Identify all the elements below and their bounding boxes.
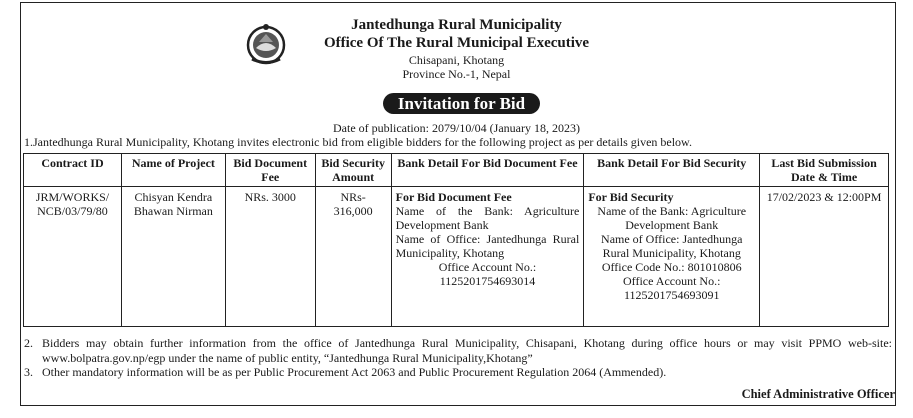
- bank-doc-office: Name of Office: Jantedhunga Rural Municipality, Khotang: [395, 232, 580, 260]
- col-contract-id: Contract ID: [24, 154, 122, 187]
- notes: [24, 336, 892, 380]
- col-bank-security: Bank Detail For Bid Security: [584, 154, 760, 187]
- bank-doc-account: Office Account No.: 1125201754693014: [438, 260, 537, 288]
- bank-doc-bank: Name of the Bank: Agriculture Development Bank: [395, 204, 580, 232]
- note-text: Bidders may obtain further information from the office of Jantedhunga Rural Municipality, Chisapani, Khotang during office hours or may visit PPMO web-site: www.bolpatra.gov.np/egp under the name of public entity, “Jantedhunga Rural Municipality,Khotang”: [42, 336, 892, 365]
- cell-doc-fee: NRs. 3000: [225, 187, 315, 327]
- note-number: 3.: [24, 365, 33, 379]
- list-item: [24, 365, 892, 380]
- bank-security-account: Office Account No.: 1125201754693091: [623, 274, 721, 302]
- bank-security-title: For Bid Security: [588, 190, 674, 204]
- cell-project: Chisyan Kendra Bhawan Nirman: [121, 187, 225, 327]
- cell-contract-id: JRM/WORKS/ NCB/03/79/80: [24, 187, 122, 327]
- table-header-row: [24, 154, 889, 187]
- bank-security-code: Office Code No.: 801010806: [601, 260, 742, 274]
- cell-bank-security: [584, 187, 760, 327]
- province-line: Province No.-1, Nepal: [402, 67, 511, 81]
- bank-security-bank: Name of the Bank: Agriculture Development Bank: [597, 204, 747, 232]
- cell-deadline: 17/02/2023 & 12:00PM: [760, 187, 889, 327]
- address-line: Chisapani, Khotang: [408, 53, 505, 67]
- header: [0, 16, 913, 81]
- note-number: 2.: [24, 336, 33, 350]
- publication-date: Date of publication: 2079/10/04 (January 18, 2023): [333, 121, 580, 135]
- municipality-name: Jantedhunga Rural Municipality: [351, 17, 562, 33]
- intro-paragraph: 1.Jantedhunga Rural Municipality, Khotang invites electronic bid from eligible bidders for the following project as per details given below.: [24, 135, 692, 149]
- col-project: Name of Project: [121, 154, 225, 187]
- list-item: [24, 336, 892, 365]
- col-security-amount: Bid Security Amount: [315, 154, 391, 187]
- bank-doc-title: For Bid Document Fee: [395, 190, 512, 204]
- invitation-badge: Invitation for Bid: [383, 93, 540, 114]
- table-row: [24, 187, 889, 327]
- note-text: Other mandatory information will be as per Public Procurement Act 2063 and Public Procurement Regulation 2064 (Ammended).: [42, 365, 667, 379]
- col-bank-doc: Bank Detail For Bid Document Fee: [391, 154, 584, 187]
- bank-security-office: Name of Office: Jantedhunga Rural Municipality, Khotang: [601, 232, 743, 260]
- signature: Chief Administrative Officer: [741, 387, 895, 401]
- col-deadline: Last Bid Submission Date & Time: [760, 154, 889, 187]
- bid-table: [23, 153, 889, 327]
- cell-bank-doc: [391, 187, 584, 327]
- col-doc-fee: Bid Document Fee: [225, 154, 315, 187]
- office-name: Office Of The Rural Municipal Executive: [323, 35, 590, 51]
- cell-security-amount: NRs- 316,000: [315, 187, 391, 327]
